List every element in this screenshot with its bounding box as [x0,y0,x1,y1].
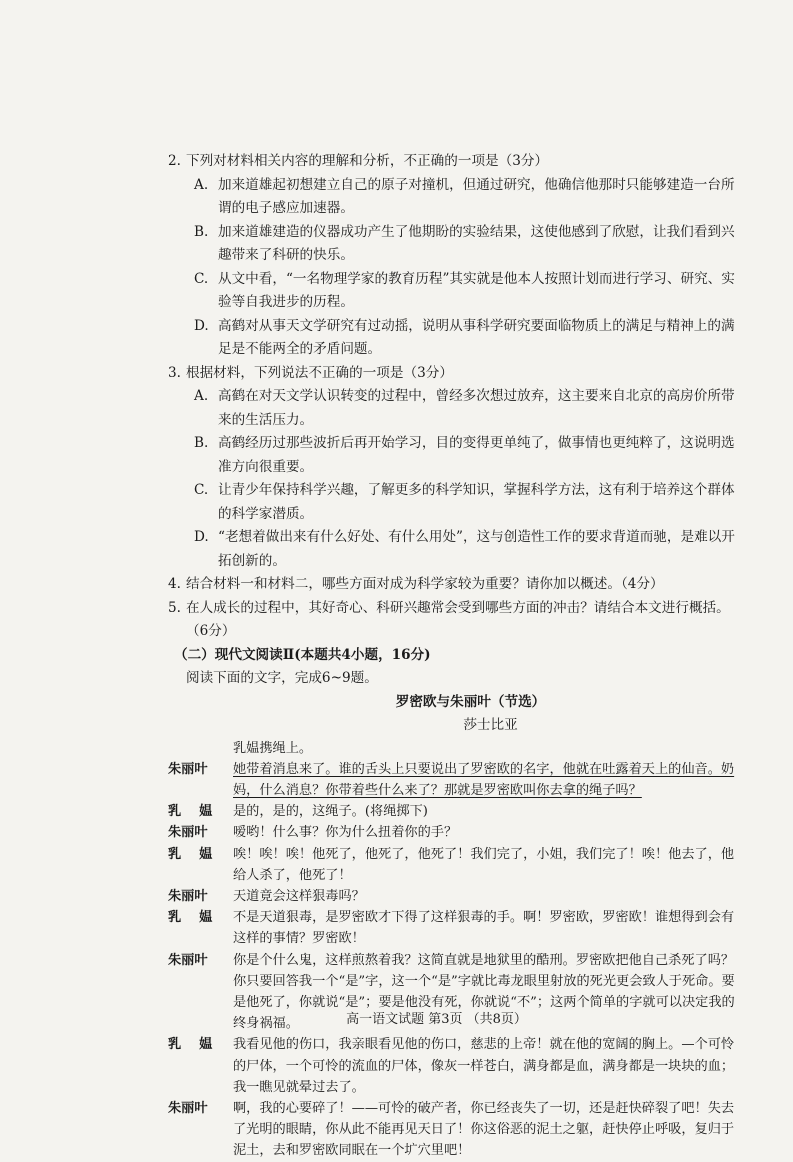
speaker-name: 乳媪 [168,1037,231,1053]
dialogue-list [168,759,743,1162]
dialogue-text: 她带着消息来了。谁的舌头上只要说出了罗密欧的名字，他就在吐露着天上的仙音。奶妈，什么消息？你带着些什么来了？那就是罗密欧叫你去拿的绳子吗？ [233,761,735,798]
reading-instruction: 阅读下面的文字，完成6~9题。 [186,670,378,686]
speaker-name: 朱丽叶 [168,1100,208,1116]
stage-direction: 乳媪携绳上。 [233,740,313,756]
dialogue-line [168,822,743,843]
dialogue-line [168,907,743,949]
option-text: 高鹤在对天文学认识转变的过程中，曾经多次想过放弃，这主要来自北京的高房价所带来的生活压力。 [218,388,735,428]
play-script [168,738,743,1162]
option-letter: C. [194,482,209,498]
option-text: 加来道雄起初想建立自己的原子对撞机，但通过研究，他确信他那时只能够建造一台所谓的电子感应加速器。 [218,176,735,216]
question-text: 根据材料，下列说法不正确的一项是（3分） [186,364,453,381]
dialogue-text: 嗳哟！什么事？你为什么扭着你的手？ [233,825,458,841]
dialogue-line [168,801,743,822]
dialogue-text: 是的，是的，这绳子。(将绳掷下) [233,804,428,820]
option-letter: B. [194,435,209,451]
question-item [168,573,743,597]
option-text: 高鹤经历过那些波折后再开始学习，目的变得更单纯了，做事情也更纯粹了，这说明选准方向很重要。 [218,435,735,475]
page-footer: 高一语文试题 第3页 （共8页） [346,1012,527,1027]
question-text: 下列对材料相关内容的理解和分析，不正确的一项是（3分） [186,153,549,169]
option-letter: A. [194,388,209,404]
dialogue-line [168,1034,743,1098]
question-number: 3. [168,364,181,381]
option-letter: D. [194,529,209,545]
question-text: 结合材料一和材料二，哪些方面对成为科学家较为重要？请你加以概述。（4分） [186,576,664,592]
answer-option [168,268,743,315]
answer-option [168,174,743,221]
dialogue-line [168,1098,743,1162]
option-text: 高鹤对从事天文学研究有过动摇，说明从事科学研究要面临物质上的满足与精神上的满足是不能两全的矛盾问题。 [218,317,735,357]
passage-author: 莎士比亚 [463,717,518,733]
option-text: 从文中看，“一名物理学家的教育历程”其实就是他本人按照计划而进行学习、研究、实验等自我进步的历程。 [218,270,735,310]
section-heading [168,644,743,668]
dialogue-line [168,759,743,801]
option-text: 加来道雄建造的仪器成功产生了他期盼的实验结果，这使他感到了欣慰，让我们看到兴趣带来了科研的快乐。 [218,223,735,263]
speaker-name: 朱丽叶 [168,825,208,841]
dialogue-text: 你是个什么鬼，这样煎熬着我？这简直就是地狱里的酷刑。罗密欧把他自己杀死了吗？你只要回答我一个“是”字，这一个“是”字就比毒龙眼里射放的死光更会致人于死命。要是他死了，你就说“是”；要是他没有死，你就说“不”；这两个简单的字就可以决定我的终身祸福。 [233,952,735,1032]
dialogue-text: 啊，我的心要碎了！——可怜的破产者，你已经丧失了一切，还是赶快碎裂了吧！失去了光明的眼睛，你从此不能再见天日了！你这俗恶的泥土之躯，赶快停止呼吸，复归于泥土，去和罗密欧同眠在一个圹穴里吧！ [233,1100,735,1159]
dialogue-text: 唉！唉！唉！他死了，他死了，他死了！我们完了，小姐，我们完了！唉！他去了，他给人杀了，他死了！ [233,846,735,883]
option-letter: B. [194,223,209,240]
answer-option [168,315,743,362]
speaker-name: 乳媪 [168,846,231,862]
dialogue-text: 我看见他的伤口，我亲眼看见他的伤口，慈悲的上帝！就在他的宽阔的胸上。—个可怜的尸体，一个可怜的流血的尸体，像灰一样苍白，满身都是血，满身都是一块块的血；我一瞧见就晕过去了。 [233,1037,735,1095]
speaker-name: 朱丽叶 [168,952,208,968]
option-letter: C. [194,270,209,287]
section-heading-text: （二）现代文阅读Ⅱ(本题共4小题，16分) [174,646,431,663]
answer-option [168,526,743,573]
option-letter: A. [194,176,209,193]
speaker-name: 朱丽叶 [168,761,208,777]
question-list [168,150,743,644]
answer-option [168,221,743,268]
passage-title: 罗密欧与朱丽叶（节选） [395,693,546,710]
question-item [168,597,743,644]
answer-option [168,432,743,479]
question-item [168,362,743,386]
answer-option [168,385,743,432]
dialogue-text: 不是天道狠毒，是罗密欧才下得了这样狠毒的手。啊！罗密欧，罗密欧！谁想得到会有这样的事情？罗密欧！ [233,910,735,947]
speaker-name: 乳媪 [168,910,231,926]
question-number: 2. [168,153,181,169]
option-letter: D. [194,317,209,334]
speaker-name: 乳媪 [168,804,231,820]
dialogue-line [168,886,743,907]
question-item [168,150,743,174]
question-number: 5. [168,599,181,616]
speaker-name: 朱丽叶 [168,888,208,904]
question-text: 在人成长的过程中，其好奇心、科研兴趣常会受到哪些方面的冲击？请结合本文进行概括。（6分） [186,599,730,639]
dialogue-line [168,844,743,886]
option-text: “老想着做出来有什么好处、有什么用处”，这与创造性工作的要求背道而驰，是难以开拓创新的。 [218,529,735,569]
question-number: 4. [168,576,181,592]
dialogue-text: 天道竟会这样狠毒吗？ [233,888,365,904]
answer-option [168,479,743,526]
option-text: 让青少年保持科学兴趣，了解更多的科学知识，掌握科学方法，这有利于培养这个群体的科学家潜质。 [218,482,735,522]
